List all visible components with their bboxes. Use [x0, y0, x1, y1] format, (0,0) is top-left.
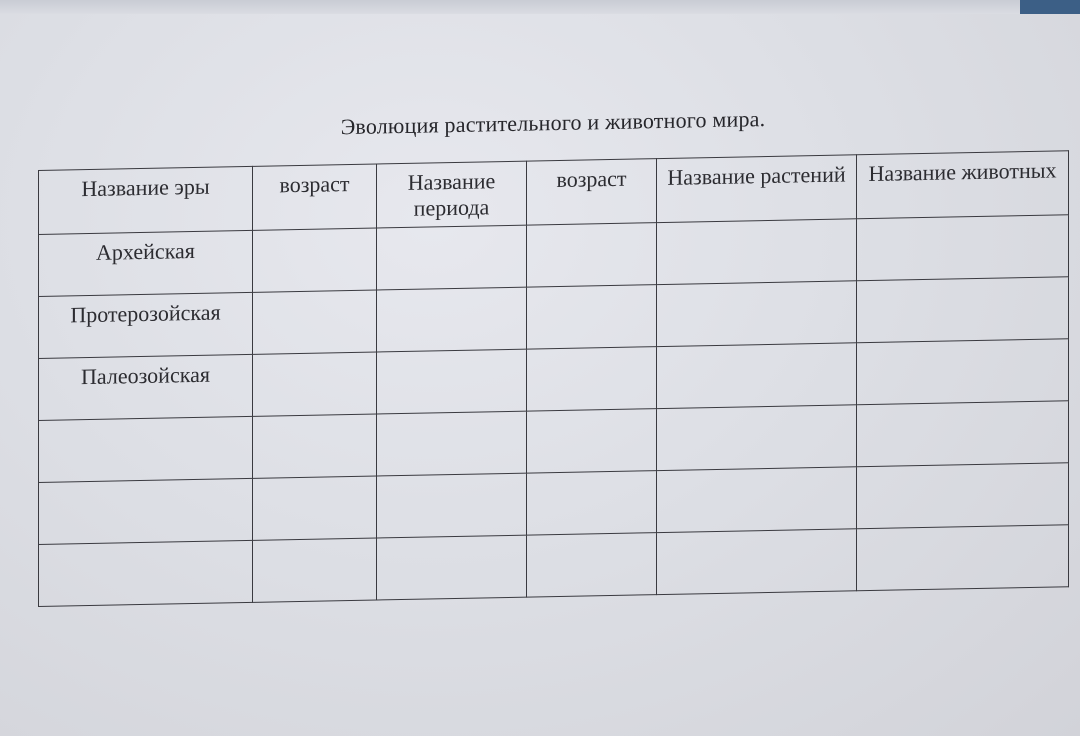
header-age: возраст: [253, 164, 377, 230]
table-cell: [527, 347, 657, 411]
table-cell: [657, 467, 857, 533]
table-cell-era: [39, 416, 253, 482]
table-cell: [377, 225, 527, 290]
table-cell: [857, 463, 1069, 529]
table-cell: [377, 411, 527, 476]
header-period-age: возраст: [527, 159, 657, 225]
table-cell: [253, 352, 377, 416]
table-cell-era: Протерозойская: [39, 292, 253, 358]
table-cell: [253, 414, 377, 478]
table-cell: [253, 538, 377, 602]
table-cell: [253, 228, 377, 292]
header-plants-name: Название растений: [657, 155, 857, 223]
table-cell: [657, 281, 857, 347]
table-cell: [527, 223, 657, 287]
document-page: [38, 90, 1068, 610]
table-cell: [857, 339, 1069, 405]
table-cell: [657, 219, 857, 285]
table-cell: [857, 215, 1069, 281]
document-title: Эволюция растительного и животного мира.: [340, 106, 766, 140]
table-cell: [657, 343, 857, 409]
table-cell: [377, 287, 527, 352]
table-cell-era: [39, 478, 253, 544]
table-cell: [527, 409, 657, 473]
table-cell: [857, 277, 1069, 343]
table-cell: [527, 471, 657, 535]
table-cell: [657, 529, 857, 595]
table-cell: [253, 290, 377, 354]
header-period-name: Название периода: [377, 161, 527, 228]
table-cell: [857, 525, 1069, 591]
table-cell: [857, 401, 1069, 467]
table-cell: [377, 535, 527, 600]
table-cell-era: [39, 540, 253, 606]
monitor-top-edge-accent: [1020, 0, 1080, 14]
table-cell-era: Палеозойская: [39, 354, 253, 420]
table-cell: [657, 405, 857, 471]
table-cell: [253, 476, 377, 540]
header-era-name: Название эры: [39, 166, 253, 234]
table-cell: [527, 285, 657, 349]
header-animals-name: Название животных: [857, 151, 1069, 219]
table-cell: [377, 473, 527, 538]
table-cell: [527, 533, 657, 597]
evolution-table: [38, 150, 1069, 607]
table-cell: [377, 349, 527, 414]
table-cell-era: Архейская: [39, 230, 253, 296]
monitor-top-edge: [0, 0, 1080, 14]
